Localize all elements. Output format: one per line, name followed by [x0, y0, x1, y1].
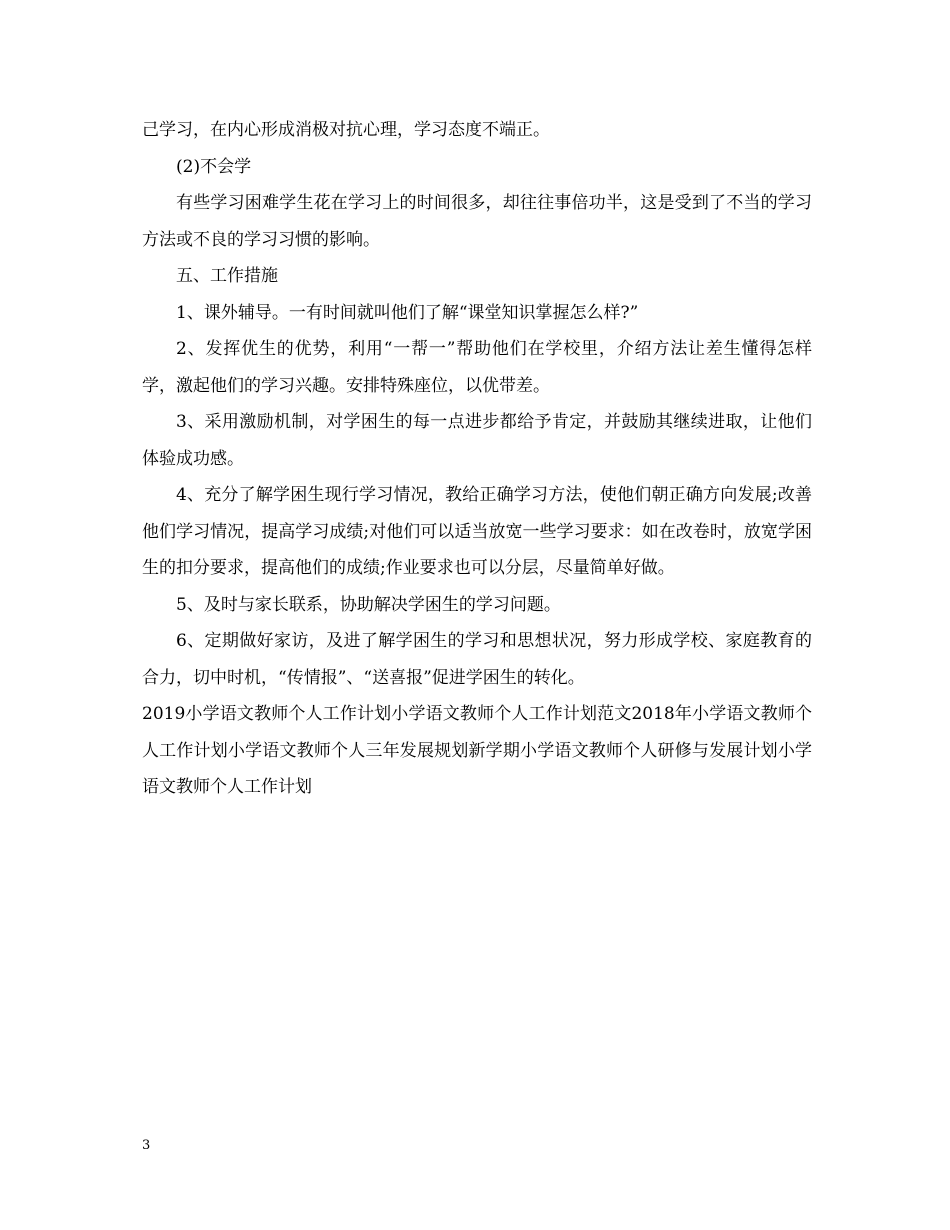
measure-item-4: 4、充分了解学困生现行学习情况，教给正确学习方法，使他们朝正确方向发展;改善他们学习情况，提高学习成绩;对他们可以适当放宽一些学习要求：如在改卷时，放宽学困生的扣分要求，提高他们的成绩;作业要求也可以分层，尽量简单好做。 [142, 485, 812, 578]
section-heading-work-measures: 五、工作措施 [176, 266, 278, 286]
page-number: 3 [142, 1138, 151, 1153]
subheading-cannot-learn: (2)不会学 [176, 156, 252, 177]
measure-item-1: 1、课外辅导。一有时间就叫他们了解“课堂知识掌握怎么样?” [176, 302, 639, 323]
paragraph-learning-difficulty: 有些学习困难学生花在学习上的时间很多，却往往事倍功半，这是受到了不当的学习方法或不良的学习习惯的影响。 [142, 193, 812, 250]
document-body [142, 112, 812, 806]
measure-item-3: 3、采用激励机制，对学困生的每一点进步都给予肯定，并鼓励其继续进取，让他们体验成功感。 [142, 412, 812, 469]
measure-item-5: 5、及时与家长联系，协助解决学困生的学习问题。 [176, 594, 561, 615]
measure-item-2: 2、发挥优生的优势，利用“一帮一”帮助他们在学校里，介绍方法让差生懂得怎样学，激起他们的学习兴趣。安排特殊座位，以优带差。 [142, 339, 812, 396]
paragraph-continuation: 己学习，在内心形成消极对抗心理，学习态度不端正。 [142, 120, 550, 140]
measure-item-6: 6、定期做好家访，及进了解学困生的学习和思想状况，努力形成学校、家庭教育的合力，切中时机，“传情报”、“送喜报”促进学困生的转化。 [142, 631, 812, 688]
related-titles-paragraph: 2019小学语文教师个人工作计划小学语文教师个人工作计划范文2018年小学语文教师个人工作计划小学语文教师个人三年发展规划新学期小学语文教师个人研修与发展计划小学语文教师个人工作计划 [142, 704, 812, 797]
